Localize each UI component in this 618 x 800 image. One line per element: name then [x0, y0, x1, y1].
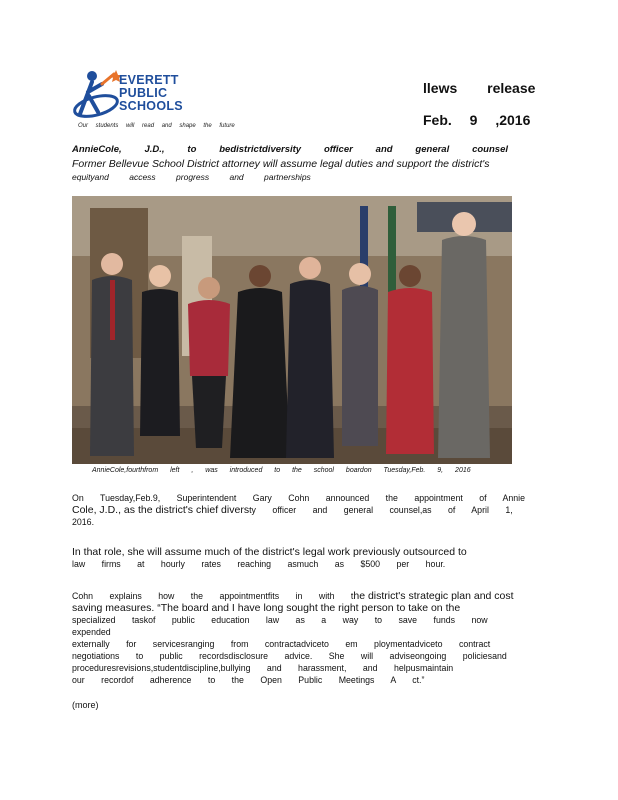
paragraph-line: specialized taskof public education law as a way to save funds now expended — [72, 615, 488, 637]
more-indicator: (more) — [72, 700, 99, 710]
paragraph-announcement — [72, 492, 528, 528]
paragraph-line: saving measures. “The board and I have long sought the right person to take on the — [72, 602, 461, 614]
paragraph-text: Cole, J.D., as the district's chief divers — [72, 504, 250, 516]
paragraph-line: 2016. — [72, 517, 95, 527]
logo-figure-icon — [72, 68, 122, 126]
photo-caption: AnnieCole,fourthfrom left , was introduced to the school boardon Tuesday,Feb. 9, 2016 — [92, 467, 471, 474]
paragraph-line: proceduresrevisions,studentdiscipline,bullying and harassment, and helpusmaintain — [72, 663, 454, 673]
paragraph-line: negotiations to public recordsdisclosure advice. She will adviseongoing policiesand — [72, 651, 507, 661]
paragraph-text: Cohn explains how the appointmentfits in with t — [72, 591, 354, 601]
logo-text: EVERETT PUBLIC SCHOOLS — [119, 73, 183, 113]
tagline: Our students will read and shape the future — [78, 123, 235, 129]
subheadline: Former Bellevue School District attorney will assume legal duties and support the district's — [72, 158, 490, 170]
paragraph-role — [72, 546, 528, 570]
paragraph-line: externally for servicesranging from contractadviceto em ploymentadviceto contract — [72, 639, 491, 649]
paragraph-line: law firms at hourly rates reaching asmuch as $500 per hour. — [72, 559, 446, 569]
paragraph-line: In that role, she will assume much of the district's legal work previously outsourced to — [72, 546, 467, 558]
group-photo — [72, 196, 512, 464]
paragraph-line: our recordof adherence to the Open Public Meetings A ct.” — [72, 675, 425, 685]
paragraph-text: ty officer and general counsel,as of April 1, — [249, 505, 513, 515]
paragraph-text: he district's strategic plan and cost — [353, 590, 514, 602]
news-release-label: llews release — [423, 80, 536, 96]
release-date: Feb. 9 ,2016 — [423, 112, 531, 128]
subheadline-continued: equityand access progress and partnerships — [72, 172, 311, 182]
paragraph-explanation — [72, 590, 528, 686]
headline: AnnieCole, J.D., to bedistrictdiversity officer and general counsel — [72, 144, 508, 155]
paragraph-line: On Tuesday,Feb.9, Superintendent Gary Cohn announced the appointment of Annie — [72, 493, 526, 503]
